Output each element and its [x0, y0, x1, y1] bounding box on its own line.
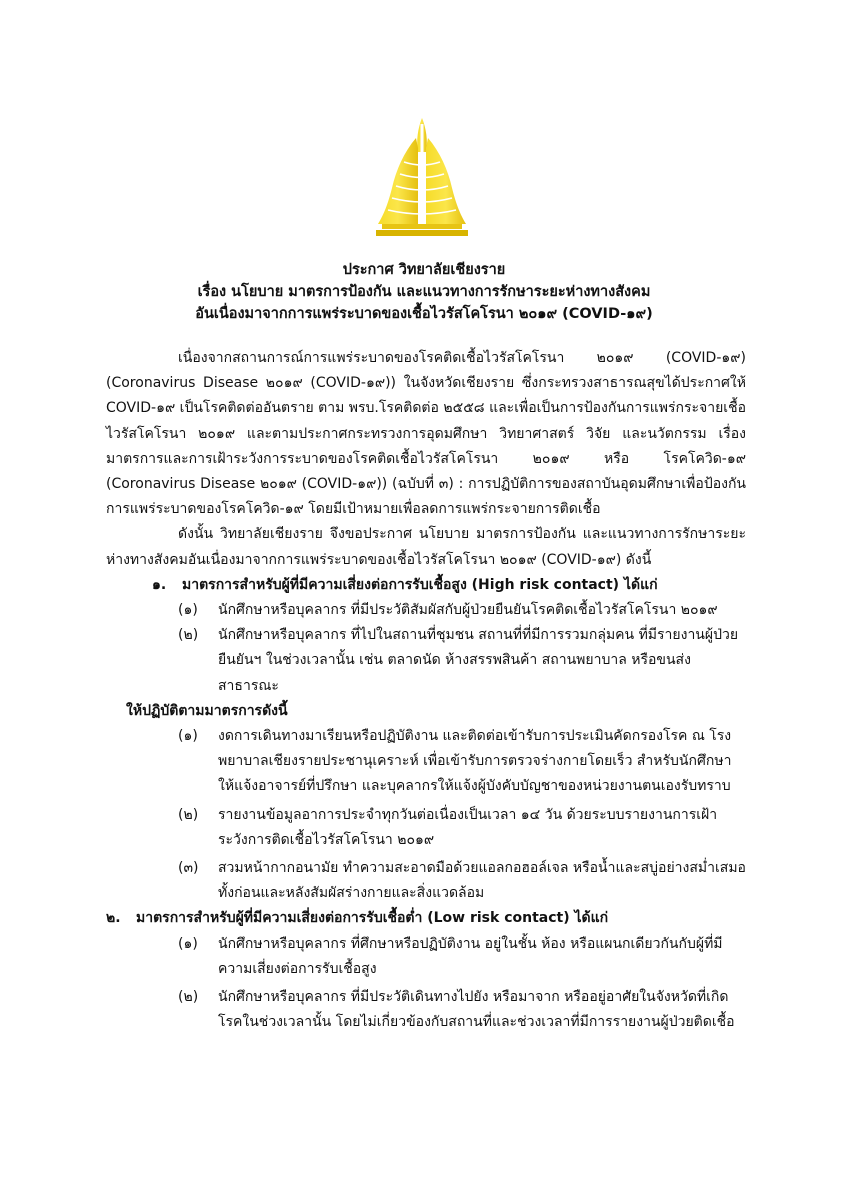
list-item [106, 724, 746, 800]
section-2-heading [106, 906, 746, 931]
announce-paragraph: ดังนั้น วิทยาลัยเชียงราย จึงขอประกาศ นโยบาย มาตรการป้องกัน และแนวทางการรักษาระยะห่างทางสังคมอันเนื่องมาจากการแพร่ระบาดของเชื้อไวรัสโคโรนา ๒๐๑๙ (COVID-๑๙) ดังนี้ [106, 526, 746, 568]
item-text: สวมหน้ากากอนามัย ทำความสะอาดมือด้วยแอลกอฮอล์เจล หรือน้ำและสบู่อย่างสม่ำเสมอทั้งก่อนและหลังสัมผัสร่างกายและสิ่งแวดล้อม [218, 860, 746, 902]
list-item [106, 803, 746, 853]
list-item [106, 932, 746, 982]
item-text: นักศึกษาหรือบุคลากร ที่มีประวัติเดินทางไปยัง หรือมาจาก หรืออยู่อาศัยในจังหวัดที่เกิดโรคในช่วงเวลานั้น โดยไม่เกี่ยวข้องกับสถานที่และช่วงเวลาที่มีการรายงานผู้ป่วยติดเชื้อ [218, 989, 735, 1031]
section-number: ๑. [152, 576, 167, 593]
list-item [106, 598, 746, 623]
item-number: (๒) [178, 989, 199, 1006]
item-number: (๒) [178, 806, 199, 823]
item-number: (๑) [178, 602, 198, 619]
announcement-subject-cont: อันเนื่องมาจากการแพร่ระบาดของเชื้อไวรัสโคโรนา ๒๐๑๙ (COVID-๑๙) [195, 306, 653, 322]
announcement-heading: ประกาศ วิทยาลัยเชียงราย [342, 262, 506, 278]
item-text: รายงานข้อมูลอาการประจำทุกวันต่อเนื่องเป็นเวลา ๑๔ วัน ด้วยระบบรายงานการเฝ้าระวังการติดเชื้อไวรัสโคโรนา ๒๐๑๙ [218, 806, 718, 848]
section-1-heading [106, 573, 746, 598]
item-number: (๓) [178, 860, 199, 877]
item-text: นักศึกษาหรือบุคลากร ที่ศึกษาหรือปฏิบัติงาน อยู่ในชั้น ห้อง หรือแผนกเดียวกันกับผู้ที่มีความเสี่ยงต่อการรับเชื้อสูง [218, 935, 723, 977]
document-body [106, 346, 746, 1035]
announcement-subject: เรื่อง นโยบาย มาตรการป้องกัน และแนวทางการรักษาระยะห่างทางสังคม [197, 284, 651, 300]
intro-paragraph: เนื่องจากสถานการณ์การแพร่ระบาดของโรคติดเชื้อไวรัสโคโรนา ๒๐๑๙ (COVID-๑๙) (Coronavirus Disease ๒๐๑๙ (COVID-๑๙)) ในจังหวัดเชียงราย ซึ่งกระทรวงสาธารณสุขได้ประกาศให้ COVID-๑๙ เป็นโรคติดต่ออันตราย ตาม พรบ.โรคติดต่อ ๒๕๕๘ และเพื่อเป็นการป้องกันการแพร่กระจายเชื้อ ไวรัสโคโรนา ๒๐๑๙ และตามประกาศกระทรวงการอุดมศึกษา วิทยาศาสตร์ วิจัย และนวัตกรรม เรื่อง มาตรการและการเฝ้าระวังการระบาดของโรคติดเชื้อไวรัสโคโรนา ๒๐๑๙ หรือ โรคโควิด-๑๙ (Coronavirus Disease ๒๐๑๙ (COVID-๑๙)) (ฉบับที่ ๓) : การปฏิบัติการของสถาบันอุดมศึกษาเพื่อป้องกันการแพร่ระบาดของโรคโควิด-๑๙ โดยมีเป้าหมายเพื่อลดการแพร่กระจายการติดเชื้อ [106, 350, 746, 518]
item-number: (๑) [178, 935, 198, 952]
item-text: นักศึกษาหรือบุคลากร ที่ไปในสถานที่ชุมชน สถานที่ที่มีการรวมกลุ่มคน ที่มีรายงานผู้ป่วยยืนยันฯ ในช่วงเวลานั้น เช่น ตลาดนัด ห้างสรรพสินค้า สถานพยาบาล หรือขนส่งสาธารณะ [218, 627, 739, 694]
item-text: งดการเดินทางมาเรียนหรือปฏิบัติงาน และติดต่อเข้ารับการประเมินคัดกรองโรค ณ โรงพยาบาลเชียงรายประชานุเคราะห์ เพื่อเข้ารับการตรวจร่างกายโดยเร็ว สำหรับนักศึกษาให้แจ้งอาจารย์ที่ปรึกษา และบุคลากรให้แจ้งผู้บังคับบัญชาของหน่วยงานตนเองรับทราบ [218, 728, 732, 795]
list-item [106, 623, 746, 699]
section-number: ๒. [106, 910, 121, 927]
university-emblem-logo [374, 118, 470, 238]
item-number: (๑) [178, 728, 198, 745]
item-text: นักศึกษาหรือบุคลากร ที่มีประวัติสัมผัสกับผู้ป่วยยืนยันโรคติดเชื้อไวรัสโคโรนา ๒๐๑๙ [218, 602, 718, 619]
measures-subheading: ให้ปฏิบัติตามมาตรการดังนี้ [126, 702, 288, 719]
list-item [106, 985, 746, 1035]
list-item [106, 856, 746, 906]
item-number: (๒) [178, 627, 199, 644]
section-title: มาตรการสำหรับผู้ที่มีความเสี่ยงต่อการรับเชื้อสูง (High risk contact) ได้แก่ [182, 576, 658, 593]
section-title: มาตรการสำหรับผู้ที่มีความเสี่ยงต่อการรับเชื้อต่ำ (Low risk contact) ได้แก่ [136, 910, 609, 927]
